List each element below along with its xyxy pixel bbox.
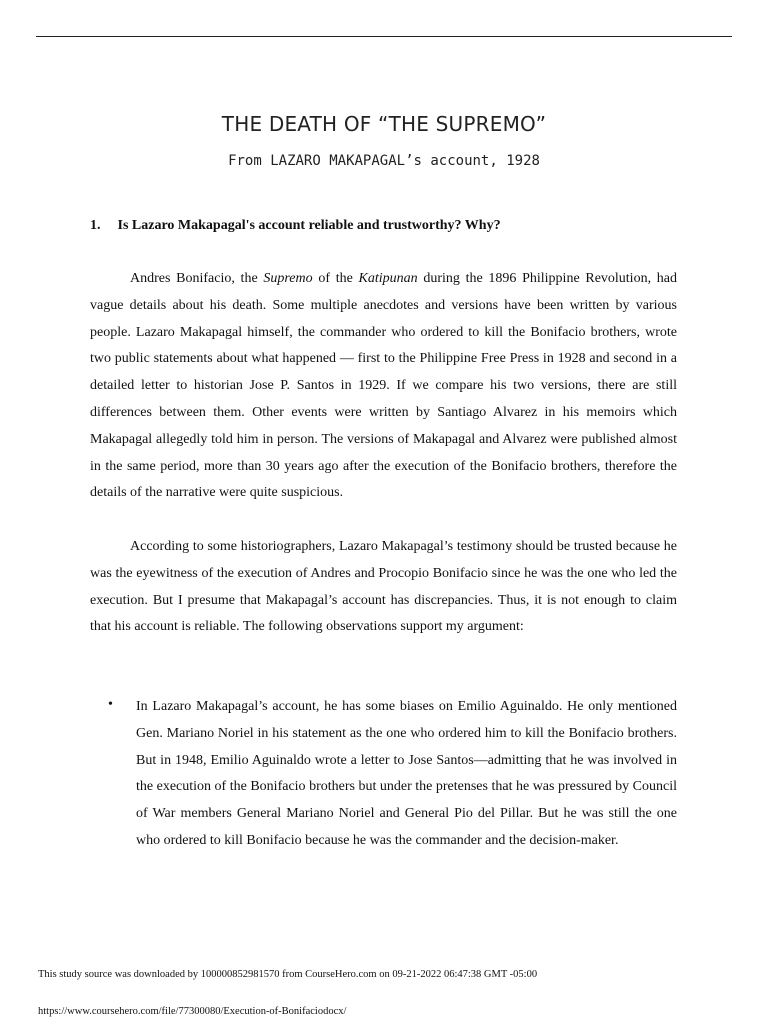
document-subtitle: From LAZARO MAKAPAGAL’s account, 1928 [228,153,540,169]
header-rule [36,36,732,37]
question-heading [90,218,690,234]
paragraph-1-katipunan: Katipunan [358,271,418,286]
bullet-item-1: In Lazaro Makapagal’s account, he has some biases on Emilio Aguinaldo. He only mentioned Gen. Mariano Noriel in his statement as the one who ordered him to kill the Bonifacio brothers. But in 1948, Emilio Aguinaldo wrote a letter to Jose Santos—admitting that he was involved in the execution of the Bonifacio brothers but under the pretenses that he was pressured by Council of War members General Mariano Noriel and General Pio del Pillar. But he was still the one who ordered to kill Bonifacio because he was the commander and the decision-maker. [136,699,677,848]
paragraph-1 [90,266,677,507]
source-url[interactable]: https://www.coursehero.com/file/77300080/Execution-of-Bonifaciodocx/ [38,1006,347,1017]
paragraph-2 [90,534,677,641]
paragraph-1-intro: Andres Bonifacio, the [130,271,264,286]
question-text: Is Lazaro Makapagal's account reliable and trustworthy? Why? [117,218,501,233]
paragraph-1-mid: of the [312,271,359,286]
paragraph-2-text: According to some historiographers, Lazaro Makapagal’s testimony should be trusted because he was the eyewitness of the execution of Andres and Procopio Bonifacio since he was the one who led the execution. But I presume that Makapagal’s account has discrepancies. Thus, it is not enough to claim that his account is reliable. The following observations support my argument: [90,539,677,635]
paragraph-1-rest: during the 1896 Philippine Revolution, had vague details about his death. Some multiple anecdotes and versions have been written by various people. Lazaro Makapagal himself, the commander who ordered to kill the Bonifacio brothers, wrote two public statements about what happened — first to the Philippine Free Press in 1928 and second in a detailed letter to historian Jose P. Santos in 1929. If we compare his two versions, there are still differences between them. Other events were written by Santiago Alvarez in his memoirs which Makapagal allegedly told him in person. The versions of Makapagal and Alvarez were published almost in the same period, more than 30 years ago after the execution of the Bonifacio brothers, therefore the details of the narrative were quite suspicious. [90,271,677,501]
download-notice: This study source was downloaded by 100000852981570 from CourseHero.com on 09-21-2022 06:47:38 GMT -05:00 [38,969,538,980]
question-number: 1. [90,218,101,233]
bullet-marker: • [108,697,113,712]
document-title: THE DEATH OF “THE SUPREMO” [221,112,547,136]
paragraph-1-supremo: Supremo [263,271,313,286]
